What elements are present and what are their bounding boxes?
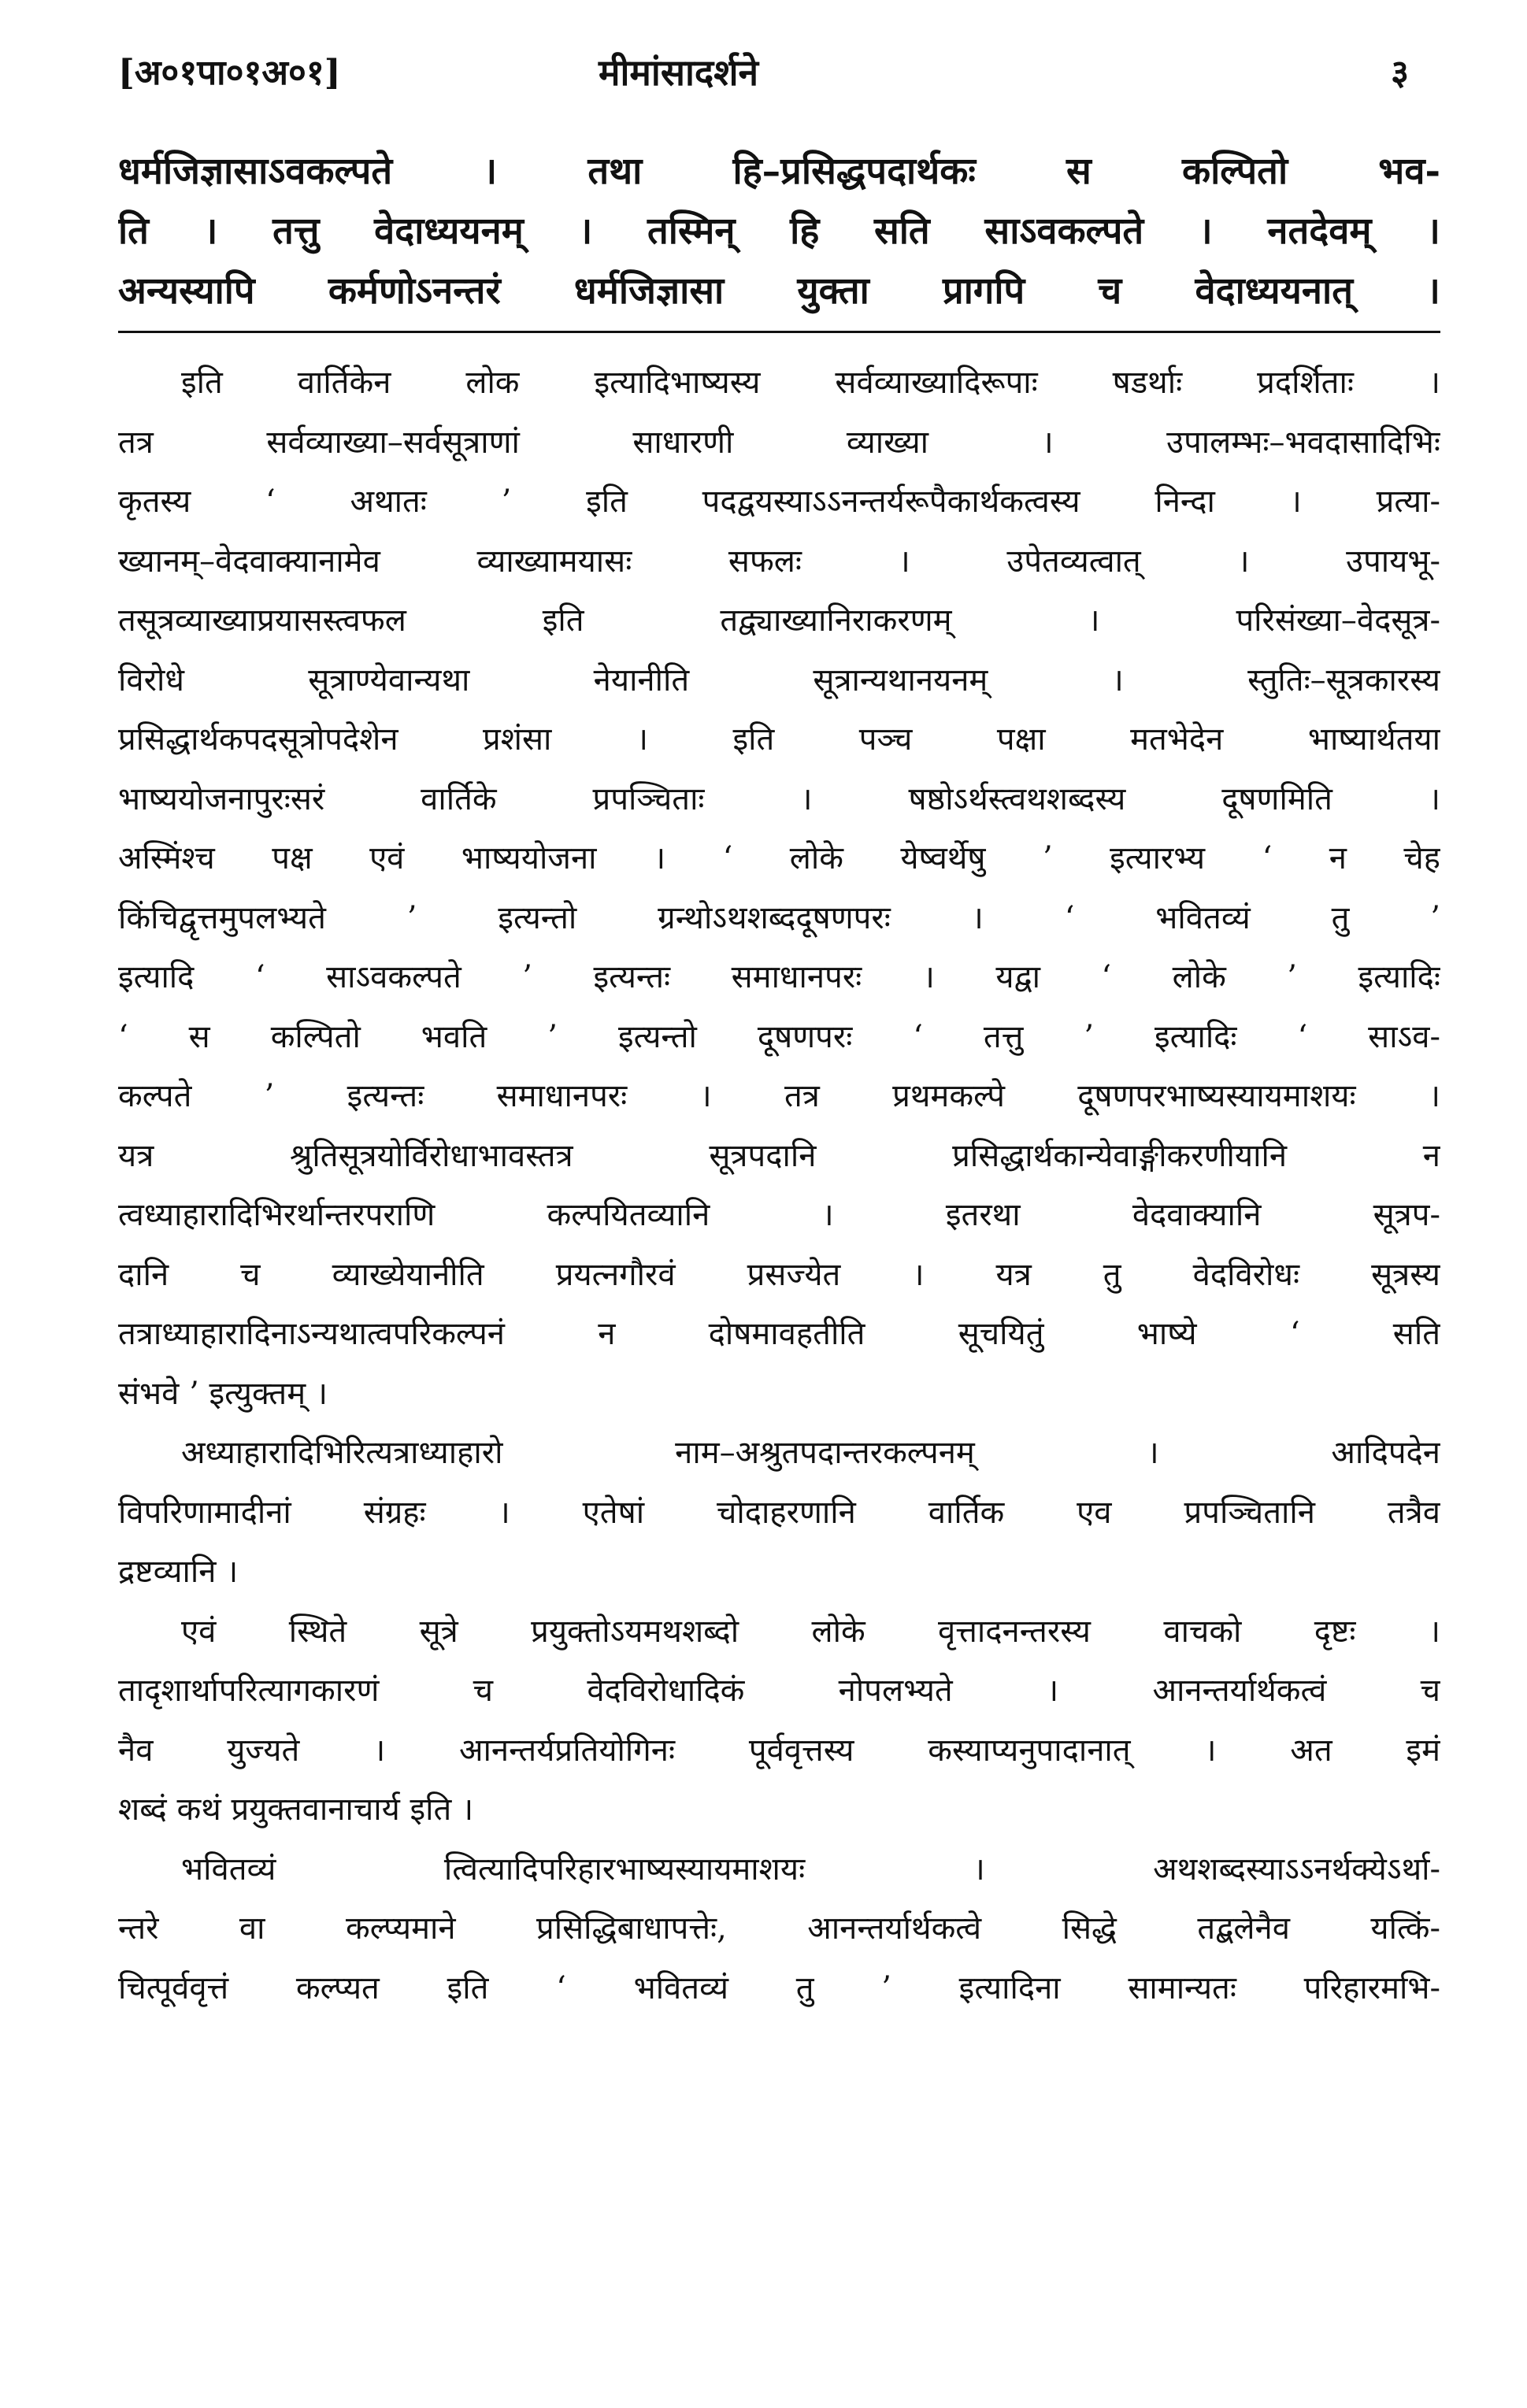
commentary-line: शब्दं कथं प्रयुक्तवानाचार्य इति । [118, 1791, 474, 1828]
commentary-line: एवं स्थिते सूत्रे प्रयुक्तोऽयमथशब्दो लोके वृत्तादनन्तरस्य वाचको दृष्टः । [181, 1613, 1440, 1650]
bhashya-line: अन्यस्यापि कर्मणोऽनन्तरं धर्मजिज्ञासा युक्ता प्रागपि च वेदाध्ययनात् । [118, 269, 1440, 313]
commentary-line: दानि च व्याख्येयानीति प्रयत्नगौरवं प्रसज्येत । यत्र तु वेदविरोधः सूत्रस्य [118, 1256, 1440, 1293]
commentary-line: प्रसिद्धार्थकपदसूत्रोपदेशेन प्रशंसा । इति पञ्च पक्षा मतभेदेन भाष्यार्थतया [118, 721, 1440, 758]
commentary-paragraph [118, 354, 1440, 1424]
commentary-line: तादृशार्थापरित्यागकारणं च वेदविरोधादिकं नोपलभ्यते । आनन्तर्यार्थकत्वं च [118, 1673, 1440, 1709]
commentary-line: तत्राध्याहारादिनाऽन्यथात्वपरिकल्पनं न दोषमावहतीति सूचयितुं भाष्ये ‘ सति [118, 1316, 1440, 1352]
commentary-line: कृतस्य ‘ अथातः ’ इति पदद्वयस्याऽऽनन्तर्यरूपैकार्थकत्वस्य निन्दा । प्रत्या- [118, 483, 1440, 520]
commentary-line: भवितव्यं त्वित्यादिपरिहारभाष्यस्यायमाशयः । अथशब्दस्याऽऽनर्थक्येऽर्था- [181, 1850, 1440, 1888]
running-header [118, 47, 1440, 118]
commentary-line: संभवे ’ इत्युक्तम् । [118, 1375, 328, 1412]
commentary-line: चित्पूर्ववृत्तं कल्प्यत इति ‘ भवितव्यं तु ’ इत्यादिना सामान्यतः परिहारमभि- [118, 1969, 1440, 2006]
bhashya-text [118, 142, 1440, 321]
commentary-line: भाष्ययोजनापुरःसरं वार्तिके प्रपञ्चिताः । षष्ठोऽर्थस्त्वथशब्दस्य दूषणमिति । [118, 780, 1440, 817]
commentary-line: विरोधे सूत्राण्येवान्यथा नेयानीति सूत्रान्यथानयनम् । स्तुतिः–सूत्रकारस्य [118, 661, 1440, 698]
commentary-line: त्वध्याहारादिभिरर्थान्तरपराणि कल्पयितव्यानि । इतरथा वेदवाक्यानि सूत्रप- [118, 1197, 1440, 1233]
commentary-line: ख्यानम्–वेदवाक्यानामेव व्याख्यामयासः सफलः । उपेतव्यत्वात् । उपायभू- [118, 543, 1440, 580]
bhashya-line: धर्मजिज्ञासाऽवकल्पते । तथा हि–प्रसिद्धपदार्थकः स कल्पितो भव- [118, 150, 1440, 193]
page-number: ३ [1391, 53, 1409, 93]
running-title: मीमांसादर्शने [599, 51, 759, 94]
commentary-line: ‘ स कल्पितो भवति ’ इत्यन्तो दूषणपरः ‘ तत्तु ’ इत्यादिः ‘ साऽव- [118, 1018, 1440, 1055]
commentary-line: यत्र श्रुतिसूत्रयोर्विरोधाभावस्तत्र सूत्रपदानि प्रसिद्धार्थकान्येवाङ्गीकरणीयानि न [118, 1137, 1440, 1174]
commentary-line: इत्यादि ‘ साऽवकल्पते ’ इत्यन्तः समाधानपरः । यद्वा ‘ लोके ’ इत्यादिः [118, 959, 1440, 995]
commentary-text [118, 354, 1440, 2018]
commentary-line: न्तरे वा कल्प्यमाने प्रसिद्धिबाधापत्तेः, आनन्तर्यार्थकत्वे सिद्धे तद्बलेनैव यत्किं- [118, 1910, 1440, 1947]
commentary-line: द्रष्टव्यानि । [118, 1554, 239, 1590]
commentary-line: कल्पते ’ इत्यन्तः समाधानपरः । तत्र प्रथमकल्पे दूषणपरभाष्यस्यायमाशयः । [118, 1078, 1440, 1114]
commentary-line: तसूत्रव्याख्याप्रयासस्त्वफल इति तद्व्याख्यानिराकरणम् । परिसंख्या–वेदसूत्र- [118, 602, 1440, 639]
commentary-line: अध्याहारादिभिरित्यत्राध्याहारो नाम–अश्रुतपदान्तरकल्पनम् । आदिपदेन [181, 1435, 1440, 1471]
commentary-line: तत्र सर्वव्याख्या–सर्वसूत्राणां साधारणी व्याख्या । उपालम्भः–भवदासादिभिः [118, 424, 1440, 461]
commentary-paragraph [118, 1424, 1440, 1602]
commentary-line: अस्मिंश्च पक्ष एवं भाष्ययोजना । ‘ लोके येष्वर्थेषु ’ इत्यारभ्य ‘ न चेह [118, 840, 1440, 876]
commentary-paragraph [118, 1840, 1440, 2019]
section-reference: [अ०१पा०१अ०१] [118, 53, 341, 93]
commentary-line: विपरिणामादीनां संग्रहः । एतेषां चोदाहरणानि वार्तिक एव प्रपञ्चितानि तत्रैव [118, 1494, 1440, 1531]
commentary-line: किंचिद्वृत्तमुपलभ्यते ’ इत्यन्तो ग्रन्थोऽथशब्ददूषणपरः । ‘ भवितव्यं तु ’ [118, 899, 1440, 936]
commentary-line: इति वार्तिकेन लोक इत्यादिभाष्यस्य सर्वव्याख्यादिरूपाः षडर्थाः प्रदर्शिताः । [181, 365, 1440, 401]
commentary-paragraph [118, 1602, 1440, 1840]
separator-rule [118, 331, 1440, 333]
commentary-line: नैव युज्यते । आनन्तर्यप्रतियोगिनः पूर्ववृत्तस्य कस्याप्यनुपादानात् । अत इमं [118, 1732, 1440, 1769]
bhashya-line: ति । तत्तु वेदाध्ययनम् । तस्मिन् हि सति साऽवकल्पते । नतदेवम् । [118, 209, 1440, 253]
